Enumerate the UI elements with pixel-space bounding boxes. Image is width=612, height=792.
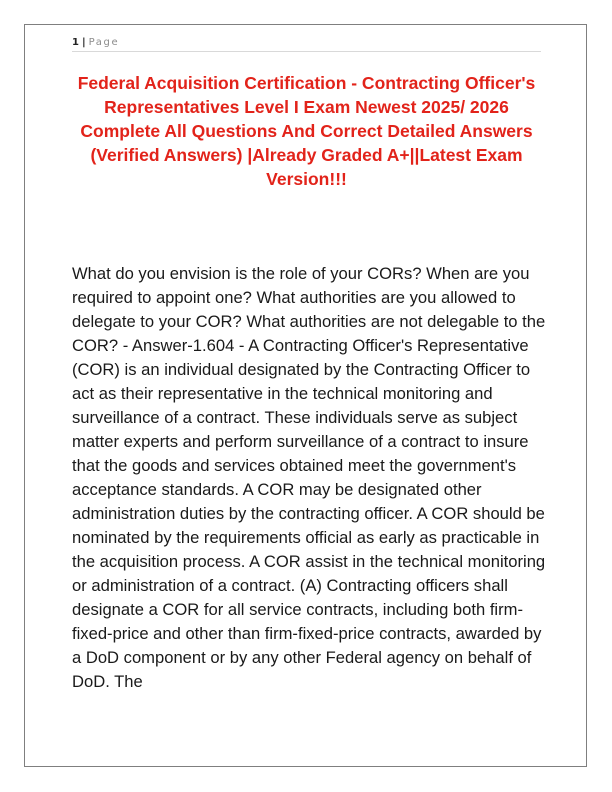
document-title: Federal Acquisition Certification - Contracting Officer's Representatives Level I Exam Newest 2025/ 2026 Complete All Questions And Correct Detailed Answers (Verified Answers) |Already Graded A+||Latest Exam Version!!! [77, 73, 536, 189]
page-header [72, 35, 541, 52]
page-number: 1 [72, 37, 79, 48]
page-header-separator: | [81, 37, 86, 48]
page-label: Page [88, 37, 120, 48]
question-answer-text: What do you envision is the role of your CORs? When are you required to appoint one? What authorities are you allowed to delegate to your COR? What authorities are not delegable to the COR? - Answer-1.604 - A Contracting Officer's Representative (COR) is an individual designated by the Contracting Officer to act as their representative in the technical monitoring and surveillance of a contract. These individuals serve as subject matter experts and perform surveillance of a contract to insure that the goods and services obtained meet the government's acceptance standards. A COR may be designated other administration duties by the contracting officer. A COR should be nominated by the requirements official as early as practicable in the acquisition process. A COR assist in the technical monitoring or administration of a contract. (A) Contracting officers shall designate a COR for all service contracts, including both firm-fixed-price and other than firm-fixed-price contracts, awarded by a DoD component or by any other Federal agency on behalf of DoD. The [72, 264, 546, 691]
